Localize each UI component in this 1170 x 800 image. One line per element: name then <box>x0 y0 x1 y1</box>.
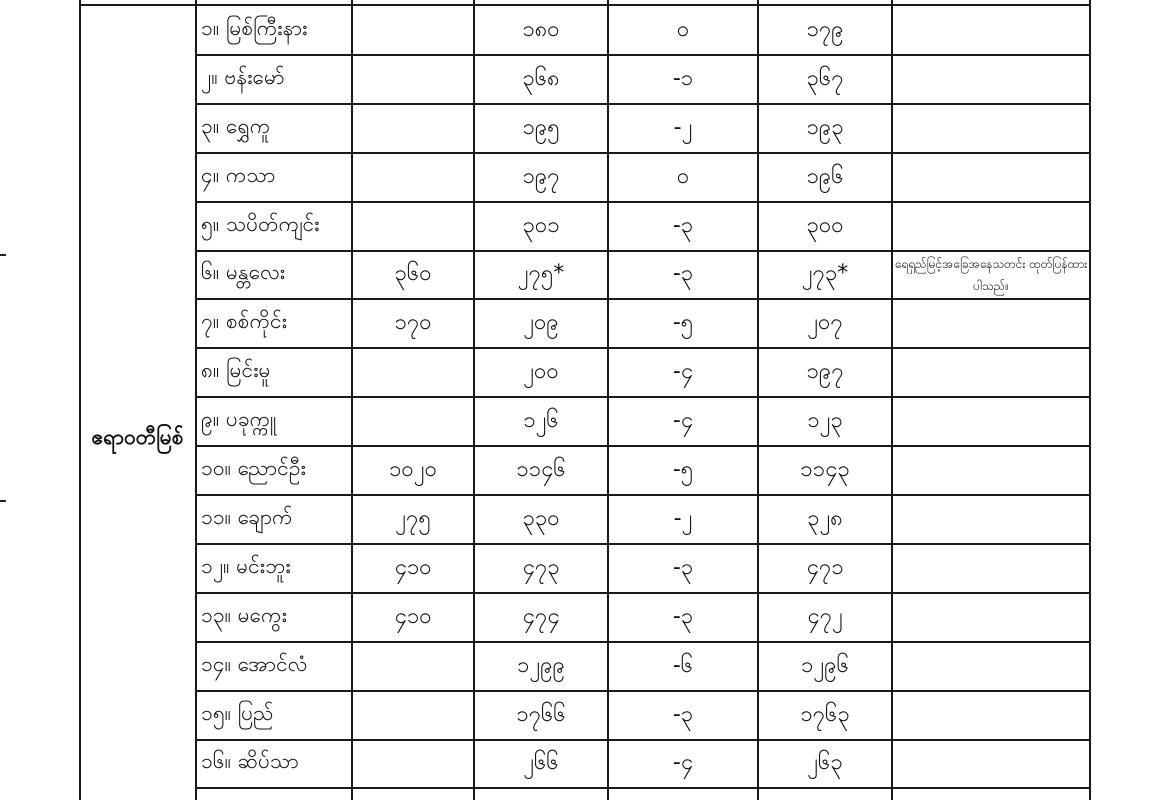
tomorrow-level: ၁၂၃ <box>807 408 843 434</box>
today-level: ၂၆၆ <box>523 750 559 776</box>
today-level: ၃၆၈ <box>522 65 560 91</box>
margin-tick <box>0 500 6 502</box>
region-label: ဧရာဝတီမြစ် <box>91 424 184 449</box>
level-change: -၃ <box>672 261 694 287</box>
danger-level: ၄၁၀ <box>394 603 432 629</box>
level-change: -၄ <box>672 750 694 776</box>
station-name: ၆။ မန္တလေး <box>201 260 286 285</box>
tomorrow-level: ၁၉၆ <box>806 163 844 189</box>
remark <box>893 544 1089 593</box>
danger-level <box>353 153 473 202</box>
today-level: ၁၁၄၆ <box>516 457 566 483</box>
row-divider <box>195 787 1091 789</box>
tomorrow-level: ၁၇၆၃ <box>800 701 850 727</box>
remark <box>893 446 1089 495</box>
station-name: ၄။ ကသာ <box>201 162 276 187</box>
remark <box>893 299 1089 348</box>
tomorrow-level: ၃၂၈ <box>807 505 843 531</box>
station-name: ၁၃။ မကွေး <box>201 602 287 627</box>
tomorrow-level: ၂၀၇ <box>807 310 843 336</box>
level-change: -၆ <box>672 652 694 678</box>
today-level: ၄၇၄ <box>522 603 560 629</box>
station-name: ၂။ ဗန်းမော် <box>201 64 285 89</box>
tomorrow-level: ၃၀၀ <box>806 212 844 238</box>
danger-level: ၁၇၀ <box>394 310 432 336</box>
danger-level: ၂၇၅ <box>395 505 431 531</box>
tomorrow-level: ၁၉၇ <box>806 359 844 385</box>
tomorrow-level: ၄၇၂ <box>807 603 843 629</box>
remark <box>893 495 1089 544</box>
tomorrow-level: ၁၇၉ <box>806 16 844 42</box>
station-name: ၅။ သပိတ်ကျင်း <box>201 211 320 236</box>
remark <box>893 202 1089 251</box>
station-name: ၁။ မြစ်ကြီးနား <box>201 15 308 40</box>
level-change: -၃ <box>672 554 694 580</box>
tomorrow-level: ၂၇၃* <box>801 261 849 287</box>
margin-tick <box>0 254 6 256</box>
today-level: ၁၈၀ <box>522 16 560 42</box>
level-change: -၅ <box>672 310 694 336</box>
today-level: ၁၂၉၉ <box>517 652 565 678</box>
tomorrow-level: ၃၆၇ <box>806 65 844 91</box>
tomorrow-level: ၁၉၃ <box>806 114 844 140</box>
level-change: -၃ <box>672 603 694 629</box>
danger-level <box>353 6 473 55</box>
station-name: ၁၁။ ချောက် <box>201 504 293 529</box>
level-change: -၂ <box>673 505 693 531</box>
remark <box>893 6 1089 55</box>
station-name: ၁၄။ အောင်လံ <box>201 651 308 676</box>
tomorrow-level: ၁၁၄၃ <box>800 457 850 483</box>
today-level: ၃၃၀ <box>522 505 560 531</box>
tomorrow-level: ၂၆၃ <box>807 750 843 776</box>
today-level: ၃၀၁ <box>522 212 560 238</box>
danger-level <box>353 55 473 104</box>
remark <box>893 104 1089 153</box>
remark <box>893 55 1089 104</box>
remark <box>893 348 1089 397</box>
today-level: ၁၂၆ <box>523 408 559 434</box>
table-border-right <box>1089 0 1091 800</box>
station-name: ၃။ ရွှေကူ <box>201 113 271 138</box>
today-level: ၂၀၀ <box>523 359 559 385</box>
station-name: ၇။ စစ်ကိုင်း <box>201 309 287 334</box>
today-level: ၂၀၉ <box>523 310 559 336</box>
level-change: -၄ <box>672 408 694 434</box>
station-name: ၁၀။ ညောင်ဦး <box>201 456 306 481</box>
remark <box>893 740 1089 789</box>
danger-level <box>353 202 473 251</box>
danger-level <box>353 397 473 446</box>
station-name: ၁၂။ မင်းဘူး <box>201 553 291 578</box>
level-change: -၁ <box>672 65 694 91</box>
station-name: ၉။ ပခုက္ကူ <box>201 407 277 432</box>
today-level: ၁၉၅ <box>522 114 560 140</box>
remark <box>893 153 1089 202</box>
danger-level <box>353 348 473 397</box>
today-level: ၁၉၇ <box>522 163 560 189</box>
table-border-left <box>79 0 81 800</box>
danger-level: ၃၆၀ <box>394 261 432 287</box>
level-change: -၅ <box>672 457 694 483</box>
level-change: ၀ <box>676 16 690 42</box>
today-level: ၄၇၃ <box>522 554 560 580</box>
danger-level: ၁၀၂၀ <box>389 457 437 483</box>
level-change: -၃ <box>672 701 694 727</box>
tomorrow-level: ၄၇၁ <box>806 554 844 580</box>
level-change: ၀ <box>676 163 690 189</box>
station-name: ၁၅။ ပြည် <box>201 700 274 725</box>
danger-level <box>353 740 473 789</box>
today-level: ၁၇၆၆ <box>516 701 566 727</box>
station-name: ၈။ မြင်းမူ <box>201 358 271 383</box>
station-name: ၁၆။ ဆိပ်သာ <box>201 749 299 774</box>
danger-level <box>353 104 473 153</box>
level-change: -၄ <box>672 359 694 385</box>
level-change: -၂ <box>673 114 693 140</box>
tomorrow-level: ၁၂၉၆ <box>801 652 849 678</box>
remark: ရေရှည်မြင့်အခြေအနေသတင်း ထုတ်ပြန်ထားပါသည်။ <box>894 256 1088 293</box>
remark <box>893 397 1089 446</box>
remark <box>893 593 1089 642</box>
remark <box>893 691 1089 740</box>
level-change: -၃ <box>672 212 694 238</box>
remark <box>893 642 1089 691</box>
today-level: ၂၇၅* <box>517 261 565 287</box>
danger-level <box>353 691 473 740</box>
danger-level <box>353 642 473 691</box>
danger-level: ၄၁၀ <box>394 554 432 580</box>
